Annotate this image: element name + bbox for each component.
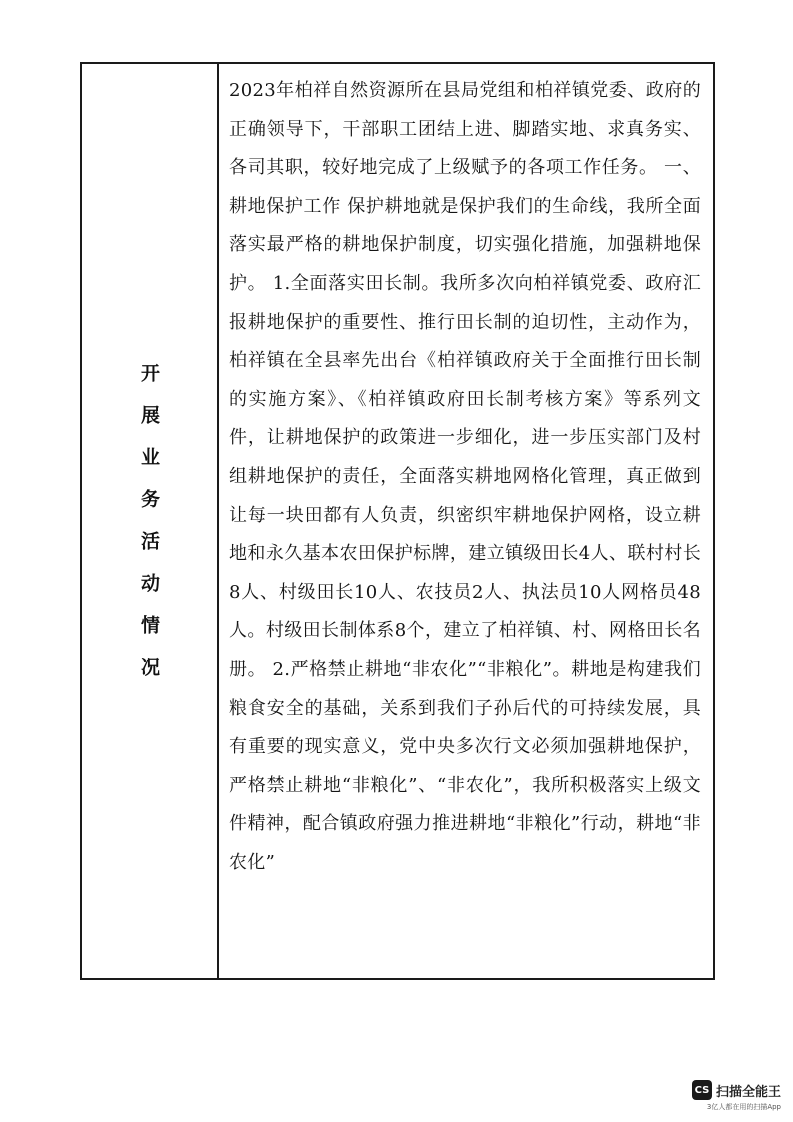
content-paragraph: 2023年柏祥自然资源所在县局党组和柏祥镇党委、政府的正确领导下，干部职工团结上进、脚踏实地、求真务实、各司其职，较好地完成了上级赋予的各项工作任务。 一、耕地保护工作 保护耕地就是保护我们的生命线，我所全面落实最严格的耕地保护制度，切实强化措施，加强耕地保护。 1.全面落实田长制。我所多次向柏祥镇党委、政府汇报耕地保护的重要性、推行田长制的迫切性，主动作为，柏祥镇在全县率先出台《柏祥镇政府关于全面推行田长制的实施方案》、《柏祥镇政府田长制考核方案》等系列文件，让耕地保护的政策进一步细化，进一步压实部门及村组耕地保护的责任，全面落实耕地网格化管理，真正做到让每一块田都有人负责，织密织牢耕地保护网格，设立耕地和永久基本农田保护标牌，建立镇级田长4人、联村村长8人、村级田长10人、农技员2人、执法员10人网格员48人。村级田长制体系8个，建立了柏祥镇、村、网格田长名册。 2.严格禁止耕地“非农化”“非粮化”。耕地是构建我们粮食安全的基础，关系到我们子孙后代的可持续发展，具有重要的现实意义，党中央多次行文必须加强耕地保护，严格禁止耕地“非粮化”、“非农化”，我所积极落实上级文件精神，配合镇政府强力推进耕地“非粮化”行动，耕地“非农化”: [229, 80, 701, 873]
section-label: 开展业务活动情况: [138, 363, 160, 699]
form-table: [80, 62, 715, 980]
content-cell: [219, 64, 713, 978]
watermark-tagline: 3亿人都在用的扫描App: [706, 1103, 781, 1111]
camscanner-logo-icon: CS: [692, 1080, 712, 1100]
watermark-app-name: 扫描全能王: [715, 1084, 781, 1100]
scanner-watermark: [671, 1080, 781, 1112]
label-cell: [82, 64, 219, 978]
watermark-brand-row: [671, 1080, 781, 1100]
